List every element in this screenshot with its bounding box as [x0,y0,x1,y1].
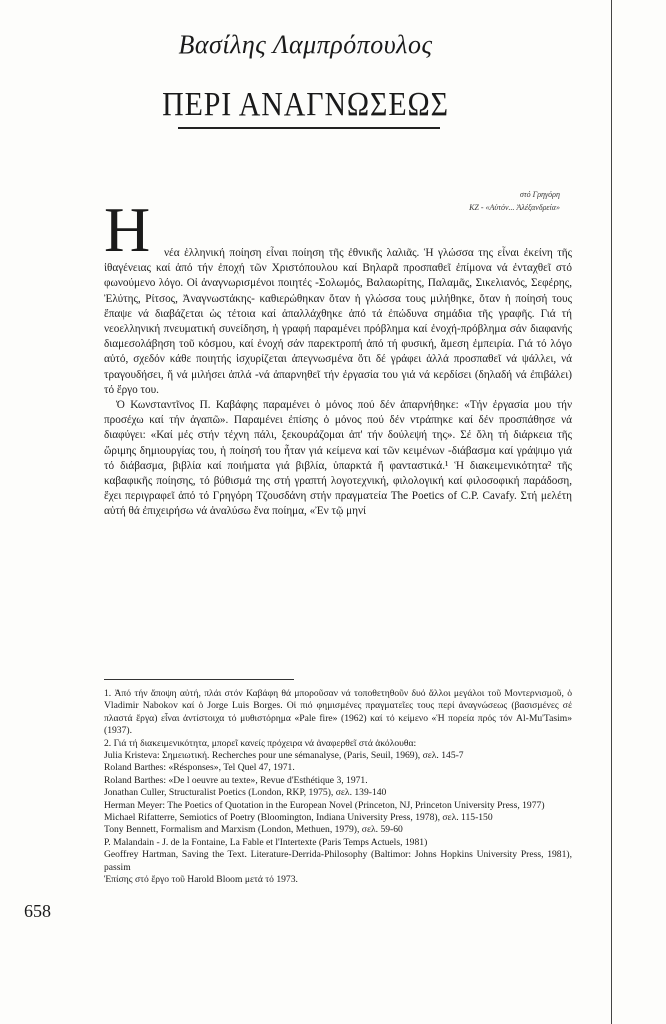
footnote: P. Malandain - J. de la Fontaine, La Fable et l'Intertexte (Paris Temps Actuels, 1981) [104,836,428,848]
footnote: Herman Meyer: The Poetics of Quotation in the European Novel (Princeton, NJ, Princeton University Press, 1977) [104,799,545,811]
article-title: ΠΕΡΙ ΑΝΑΓΝΩΣΕΩΣ [162,86,449,123]
footnotes [104,688,572,887]
footnote: 1. Ἀπό τήν ἄποψη αὐτή, πλάι στόν Καβάφη θά μποροῦσαν νά τοποθετηθοῦν δυό ἄλλοι μεγάλοι τοῦ Μοντερνισμοῦ, ὁ Vladimir Nabokov καί ὁ Jorge Luis Borges. Οἱ πιό φημισμένες πραγματεῖες τους περί ἀναγνώσεως (βασισμένες σέ πλαστά ἔργα) εἶναι ἀντίστοιχα τό μυθιστόρημα «Pale fire» (1962) καί τό κείμενο «Ἡ πορεία πρός τόν Al-Mu'Tasim» (1937). [104,688,572,737]
footnote: Roland Barthes: «Résponses», Tel Quel 47, 1971. [104,762,295,774]
footnote: 2. Γιά τή διακειμενικότητα, μπορεῖ κανείς πρόχειρα νά ἀναφερθεῖ στά ἀκόλουθα: [104,737,417,749]
paragraph: νέα ἑλληνική ποίηση εἶναι ποίηση τῆς ἐθνικῆς λαλιᾶς. Ἡ γλώσσα της εἶναι ἐκείνη τῆς ἰθαγένειας καί ἀπό τήν ἐποχή τῶν Χριστόπουλου καί Βηλαρᾶ προσπαθεῖ ἐπίμονα νά ἐνταχθεῖ στό φωνούμενο λόγο. Οἱ ἀναγνωρισμένοι ποιητές -Σολωμός, Βαλαωρίτης, Παλαμᾶς, Σικελιανός, Σεφέρης, Ἐλύτης, Ρίτσος, Ἀναγνωστάκης- καθιερώθηκαν ὅταν ἡ γλώσσα τους μιλήθηκε, ὅταν ἡ ποίησή τους ἔπαψε νά διαβάζεται ὡς τέτοια καί ἀπαλλάχθηκε ἀπό τά ἐπώδυνα σημάδια τῆς γραφῆς. Γιά τή νεοελληνική πνευματική συνείδηση, ἡ γραφή παραμένει πρόβλημα καί ἐνοχή-πρόβλημα σάν διαφανής διαμεσολάβηση τοῦ κόσμου, καί ἐνοχή σάν παρεκτροπή ἀπό τή φυσική, ἄμεση ἐμπειρία. Γιά τό λόγο αὐτό, σχεδόν κάθε ποιητής ἰσχυρίζεται ἀπεγνωσμένα ὅτι δέ γράφει ἀλλά προσπαθεῖ νά ψάλλει, νά τραγουδήσει, ἤ νά μιλήσει ἁπλά -νά ἀπαρνηθεῖ τήν ἐργασία του γιά νά κερδίσει (δηλαδή νά ἐπιβάλει) τό ἔργο του. [104,247,572,396]
body-text [104,244,572,520]
footnote: Michael Rifatterre, Semiotics of Poetry (Bloomington, Indiana University Press, 1978), σελ. 115-150 [104,812,493,824]
dedication [360,188,560,214]
footnote: Tony Bennett, Formalism and Marxism (London, Methuen, 1979), σελ. 59-60 [104,824,403,836]
footnote: Roland Barthes: «De l oeuvre au texte», Revue d'Esthétique 3, 1971. [104,774,368,786]
footnote: Julia Kristeva: Σημειωτική. Recherches pour une sémanalyse, (Paris, Seuil, 1969), σελ. 145-7 [104,750,464,762]
dedication-line: στό Γρηγόρη [519,190,560,199]
author-name: Βασίλης Λαμπρόπουλος [178,30,433,59]
footnote: Jonathan Culler, Structuralist Poetics (London, RKP, 1975), σελ. 139-140 [104,787,387,799]
paragraph: Ὁ Κωνσταντῖνος Π. Καβάφης παραμένει ὁ μόνος πού δέν ἀπαρνήθηκε: «Τήν ἐργασία μου τήν προσέχω καί τήν ἀγαπῶ». Παραμένει ἐπίσης ὁ μόνος πού δέν ντράπηκε καί δέν προσπάθησε νά διαφύγει: «Καί μές στήν τέχνη πάλι, ξεκουράζομαι ἀπ' τήν δούλεψή της». Σέ ὅλη τή διάρκεια τῆς ὥριμης δημιουργίας του, ἡ ποίησή του ἦταν γιά κείμενα καί τῶν κειμένων -διάβασμα καί γράψιμο γιά τό διάβασμα, βιβλία καί ποιήματα γιά βιβλία, ὑπαρκτά ἤ φανταστικά.¹ Ἡ διακειμενικότητα² τῆς καβαφικῆς ποίησης, τό βύθισμά της στή γραπτή λογοτεχνική, φιλολογική καί φιλοσοφική παράδοση, ἔχει περιγραφεῖ ἀπό τό Γρηγόρη Τζουσδάνη στήν πραγματεία The Poetics of C.P. Cavafy. Στή μελέτη αὐτή θά ἐπιχειρήσω νά ἀναλύσω ἕνα ποίημα, «Ἐν τῷ μηνί [104,399,572,518]
dedication-line: ΚΖ - «Αὐτόν... Ἀλέξανδρεία» [469,203,560,212]
margin-rule [611,0,612,1024]
footnote: Ἐπίσης στό ἔργο τοῦ Harold Bloom μετά τό 1973. [104,874,298,886]
footnote: Geoffrey Hartman, Saving the Text. Literature-Derrida-Philosophy (Baltimor: Johns Hopkins University Press, 1981), passim [104,849,572,873]
drop-cap: Η [104,194,151,265]
footnote-rule [104,679,294,680]
title-underline [178,127,440,129]
page-number: 658 [24,901,51,921]
